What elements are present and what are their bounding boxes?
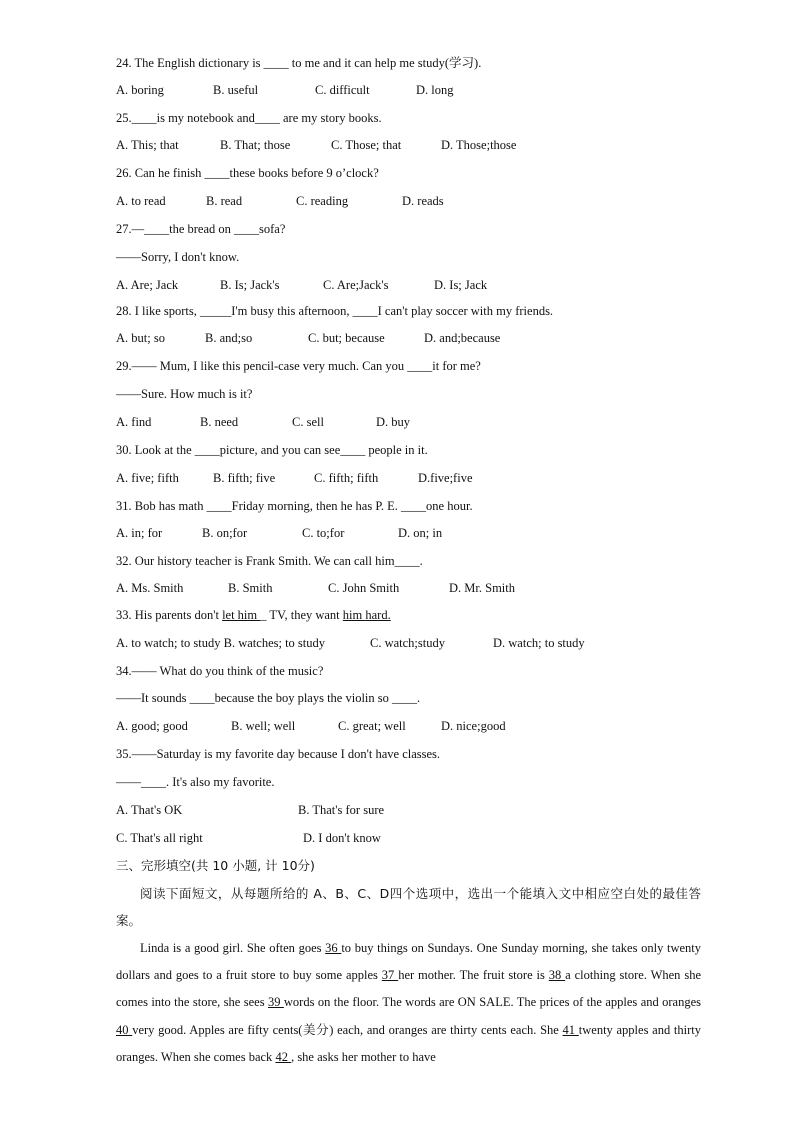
option-a: A. in; for — [116, 526, 163, 540]
option-d: D. Those;those — [441, 138, 517, 152]
question-35-reply: ——____. It's also my favorite. — [116, 775, 275, 789]
question-32-stem: 32. Our history teacher is Frank Smith. We can call him____. — [116, 554, 423, 568]
section-heading: 三、完形填空(共 10 小题, 计 10分) — [116, 858, 315, 873]
question-32-options — [116, 580, 716, 596]
section-instruction: 阅读下面短文，从每题所给的 A、B、C、D四个选项中，选出一个能填入文中相应空白处的最佳答案。 — [116, 886, 701, 928]
option-d: D. nice;good — [441, 719, 506, 733]
option-b: B. on;for — [202, 526, 248, 540]
option-c: C. watch;study — [370, 636, 445, 650]
option-a: A. This; that — [116, 138, 179, 152]
option-a: A. boring — [116, 83, 164, 97]
option-c: C. difficult — [315, 83, 370, 97]
passage-text: , she asks her mother to have — [291, 1049, 436, 1064]
question-27-reply: ——Sorry, I don't know. — [116, 250, 240, 264]
passage-text: a clothing store. When she comes into the store, she sees — [116, 968, 701, 1010]
option-a: A. good; good — [116, 719, 188, 733]
question-25-options — [116, 137, 716, 153]
option-a-b: A. to watch; to study B. watches; to study — [116, 636, 326, 650]
question-27-options — [116, 277, 716, 293]
option-c: C. to;for — [302, 526, 345, 540]
underlined-phrase: him — [342, 608, 366, 622]
stem-part: hard. — [365, 608, 391, 622]
option-c: C. reading — [296, 194, 349, 208]
question-34-stem: 34.—— What do you think of the music? — [116, 664, 324, 678]
option-c: C. John Smith — [328, 581, 400, 595]
question-28-stem: 28. I like sports, _____I'm busy this afternoon, ____I can't play soccer with my friends. — [116, 304, 554, 318]
option-c: C. Are;Jack's — [323, 278, 389, 292]
option-b: B. need — [200, 415, 239, 429]
option-d: D. buy — [376, 415, 411, 429]
cloze-blank: 38 — [548, 968, 566, 983]
question-29-stem: 29.—— Mum, I like this pencil-case very much. Can you ____it for me? — [116, 359, 481, 373]
option-d: D. Is; Jack — [434, 278, 488, 292]
option-d: D. watch; to study — [493, 636, 585, 650]
option-a: A. but; so — [116, 331, 165, 345]
passage-text: Linda is a good girl. She often goes — [140, 941, 326, 955]
question-33-stem — [116, 607, 391, 623]
cloze-blank: 36 — [325, 941, 342, 955]
question-29-options — [116, 414, 716, 430]
question-33-options — [116, 635, 716, 651]
option-a: A. five; fifth — [116, 471, 179, 485]
option-d: D. long — [416, 83, 454, 97]
question-35-options-row1 — [116, 802, 716, 818]
option-b: B. That; those — [220, 138, 291, 152]
question-24-stem: 24. The English dictionary is ____ to me and it can help me study(学习). — [116, 56, 482, 70]
option-b: B. read — [206, 194, 243, 208]
question-34-reply: ——It sounds ____because the boy plays the violin so ____. — [116, 691, 421, 705]
option-a: A. Ms. Smith — [116, 581, 184, 595]
passage-text: to buy things on Sundays. One Sunday morning, she takes only twenty dollars and goes to a fruit store to buy some apples — [116, 941, 702, 983]
option-d: D. and;because — [424, 331, 501, 345]
question-26-options — [116, 193, 716, 209]
passage-text: her mother. The fruit store is — [398, 968, 549, 983]
option-d: D. Mr. Smith — [449, 581, 515, 595]
cloze-blank: 37 — [381, 968, 399, 983]
option-b: B. That's for sure — [298, 803, 385, 817]
question-28-options — [116, 330, 716, 346]
underlined-phrase: let him — [222, 608, 261, 622]
option-b: B. useful — [213, 83, 259, 97]
question-34-options — [116, 718, 716, 734]
cloze-passage — [116, 935, 701, 1071]
option-c: C. great; well — [338, 719, 406, 733]
option-a: A. Are; Jack — [116, 278, 179, 292]
option-d: D. reads — [402, 194, 444, 208]
option-b: B. Smith — [228, 581, 273, 595]
question-30-stem: 30. Look at the ____picture, and you can see____ people in it. — [116, 443, 428, 457]
option-d: D.five;five — [418, 471, 473, 485]
cloze-blank: 40 — [116, 1022, 133, 1037]
question-31-stem: 31. Bob has math ____Friday morning, then he has P. E. ____one hour. — [116, 499, 473, 513]
question-31-options — [116, 525, 716, 541]
question-25-stem: 25.____is my notebook and____ are my story books. — [116, 111, 382, 125]
question-24-options — [116, 82, 716, 98]
question-27-stem: 27.—____the bread on ____sofa? — [116, 222, 286, 236]
stem-part: 33. His parents don't — [116, 608, 223, 622]
question-35-stem: 35.——Saturday is my favorite day because I don't have classes. — [116, 747, 441, 761]
question-35-options-row2 — [116, 830, 716, 846]
passage-text: twenty apples and thirty oranges. When she comes back — [116, 1022, 701, 1064]
passage-text: words on the floor. The words are ON SALE. The prices of the apples and oranges — [283, 995, 702, 1010]
passage-text: very good. Apples are fifty cents(美分) each, and oranges are thirty cents each. She — [132, 1022, 563, 1037]
stem-part: _ TV, they want — [260, 608, 343, 622]
option-d: D. on; in — [398, 526, 443, 540]
option-c: C. fifth; fifth — [314, 471, 379, 485]
option-c: C. Those; that — [331, 138, 402, 152]
option-b: B. well; well — [231, 719, 296, 733]
question-26-stem: 26. Can he finish ____these books before 9 o’clock? — [116, 166, 379, 180]
option-a: A. That's OK — [116, 803, 183, 817]
cloze-blank: 41 — [562, 1022, 579, 1037]
option-c: C. sell — [292, 415, 324, 429]
option-c: C. but; because — [308, 331, 385, 345]
question-30-options — [116, 470, 716, 486]
option-b: B. and;so — [205, 331, 253, 345]
option-a: A. to read — [116, 194, 166, 208]
question-29-reply: ——Sure. How much is it? — [116, 387, 253, 401]
option-b: B. Is; Jack's — [220, 278, 280, 292]
cloze-blank: 42 — [275, 1049, 292, 1064]
option-b: B. fifth; five — [213, 471, 276, 485]
option-a: A. find — [116, 415, 152, 429]
cloze-blank: 39 — [267, 995, 284, 1010]
option-c: C. That's all right — [116, 831, 203, 845]
option-d: D. I don't know — [303, 831, 381, 845]
